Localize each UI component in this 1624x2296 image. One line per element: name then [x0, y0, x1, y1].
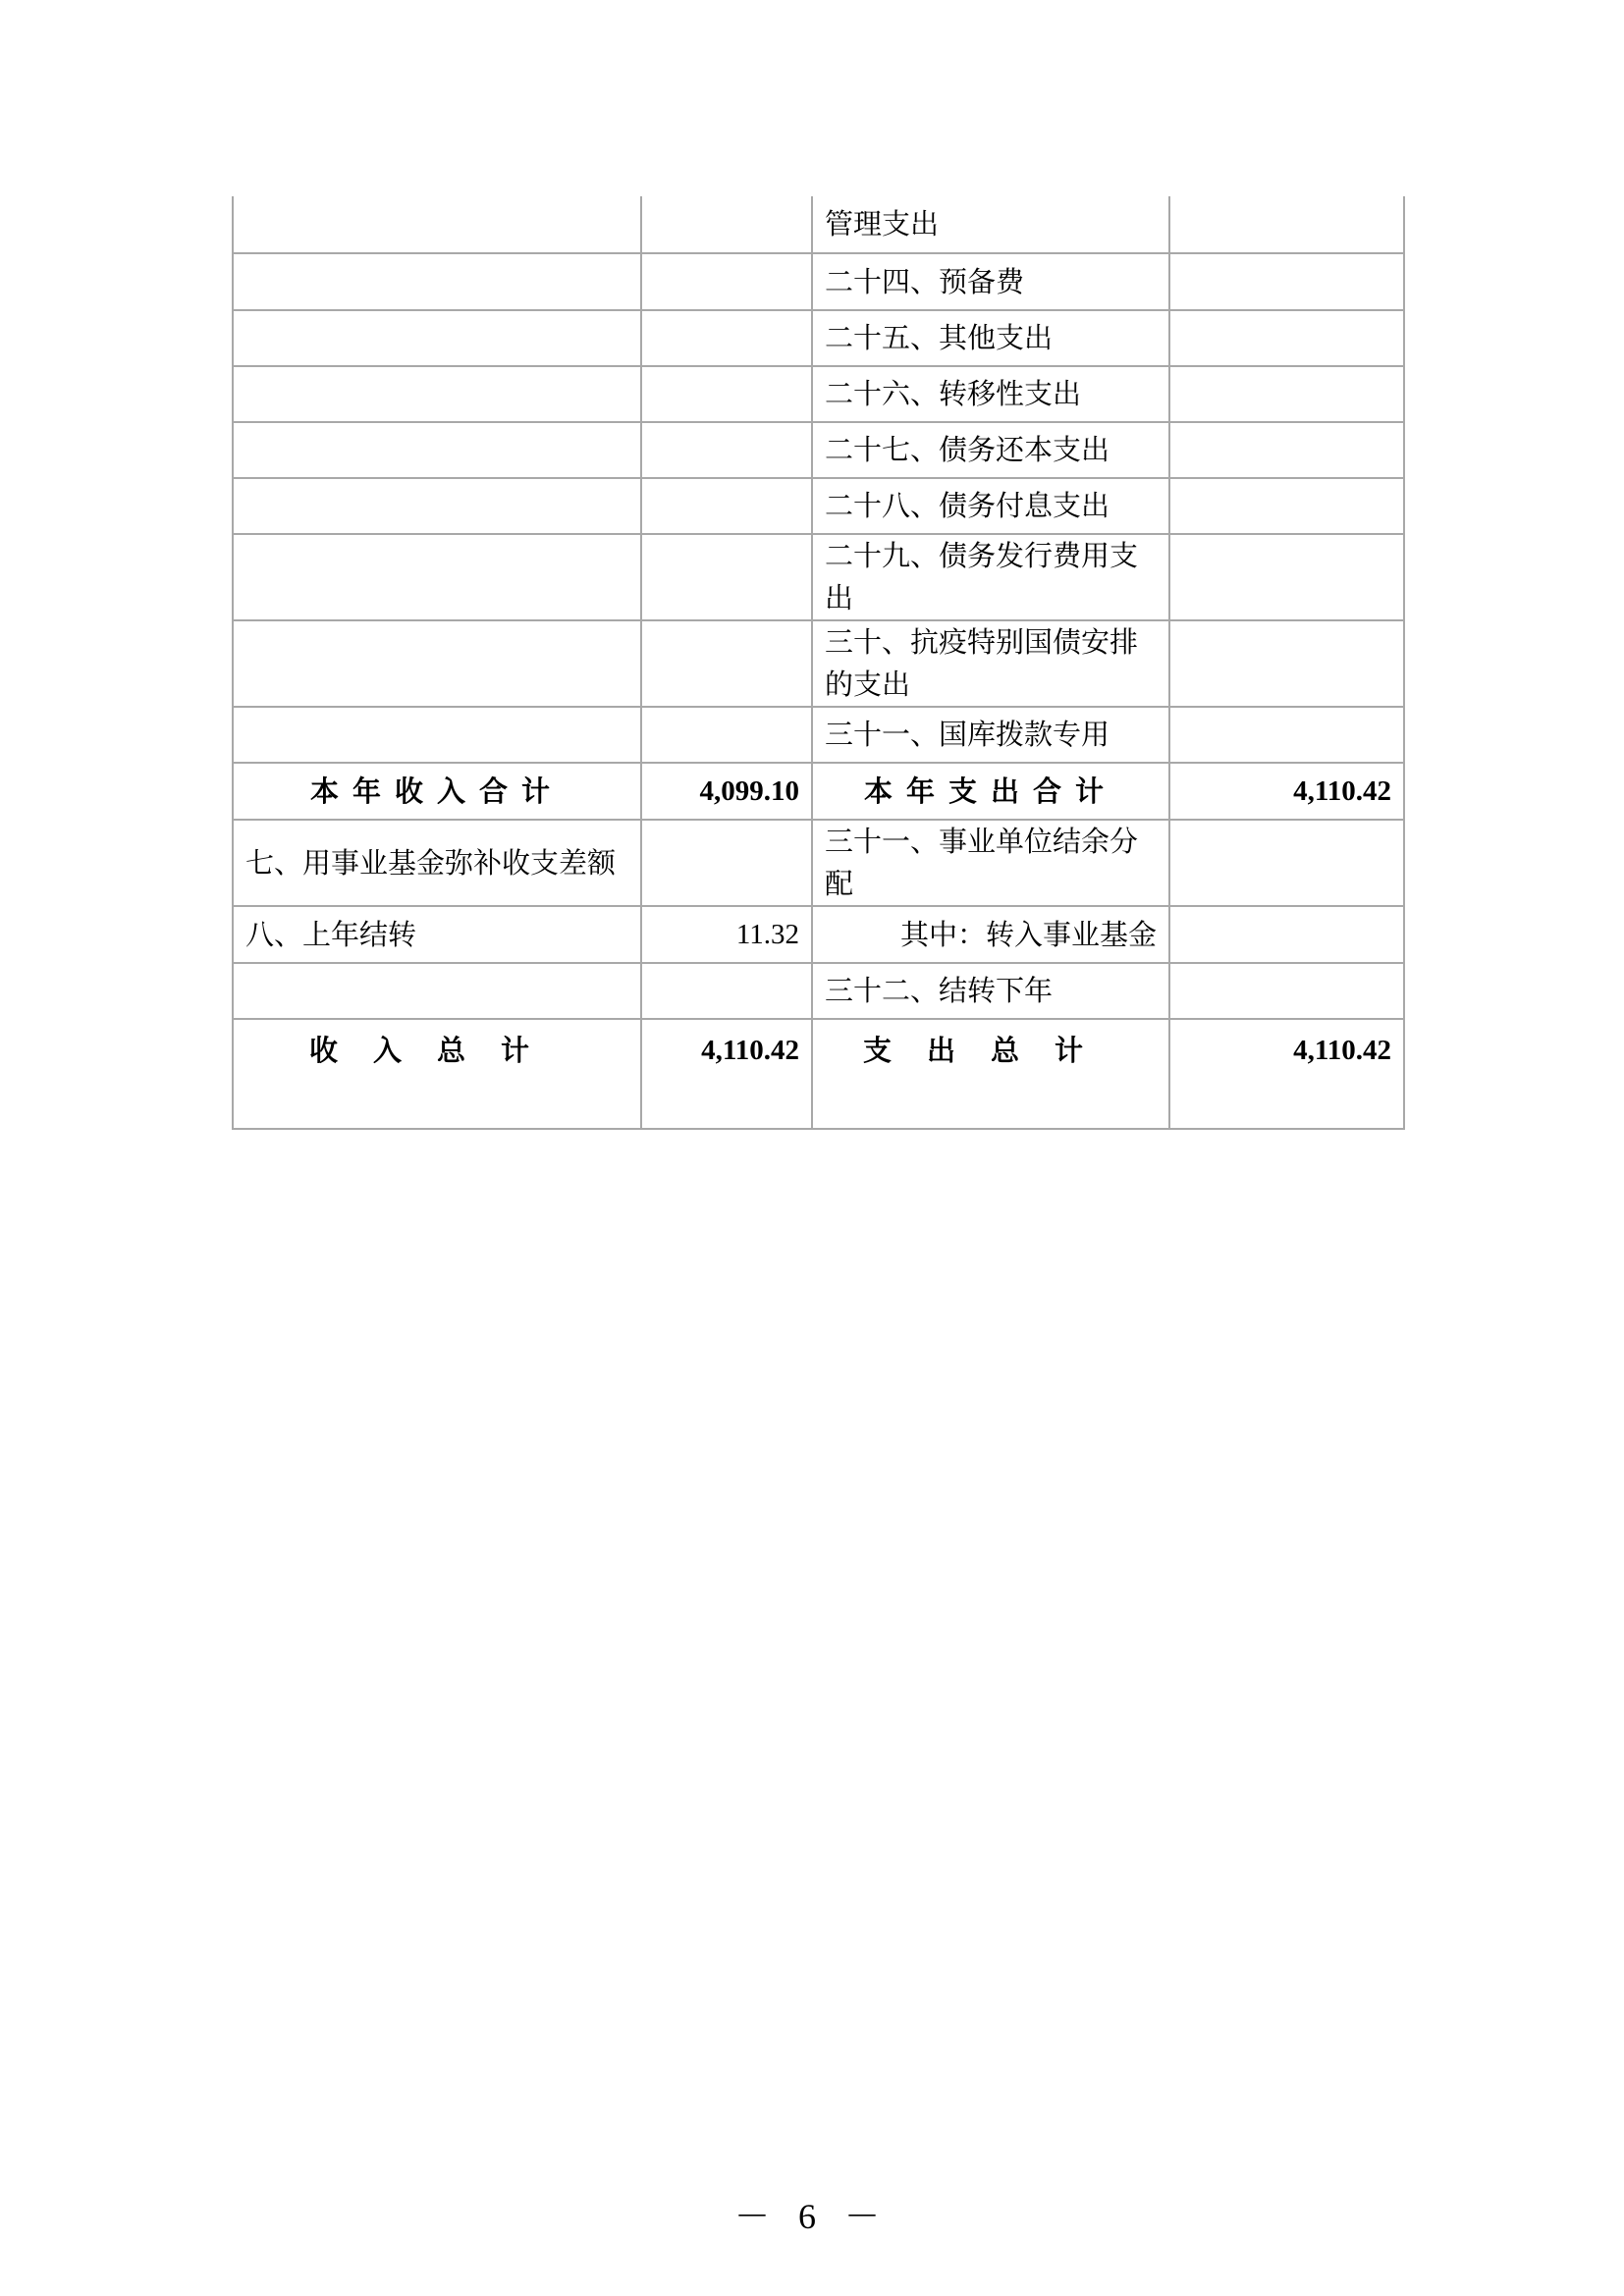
grand-total-row	[233, 1019, 1404, 1129]
expense-item-cell: 二十六、转移性支出	[812, 366, 1169, 422]
budget-table	[232, 196, 1405, 1130]
table-row	[233, 478, 1404, 534]
expense-item-cell: 三十一、事业单位结余分配	[812, 820, 1169, 906]
income-item-cell	[233, 310, 641, 366]
expense-amount-cell	[1169, 707, 1404, 763]
income-item-cell	[233, 963, 641, 1019]
grand-expense-total-label: 支出总计	[812, 1019, 1169, 1129]
income-item-cell	[233, 478, 641, 534]
expense-amount-cell	[1169, 366, 1404, 422]
annual-expense-total-label: 本年支出合计	[812, 763, 1169, 820]
expense-amount-cell	[1169, 963, 1404, 1019]
table-row	[233, 534, 1404, 620]
income-item-cell	[233, 707, 641, 763]
income-item-cell	[233, 620, 641, 707]
expense-item-cell: 三十二、结转下年	[812, 963, 1169, 1019]
expense-amount-cell	[1169, 534, 1404, 620]
table-row	[233, 310, 1404, 366]
income-amount-cell	[641, 478, 812, 534]
table-row	[233, 707, 1404, 763]
expense-item-cell: 二十七、债务还本支出	[812, 422, 1169, 478]
table-row	[233, 906, 1404, 963]
income-amount-cell	[641, 620, 812, 707]
expense-item-cell: 二十八、债务付息支出	[812, 478, 1169, 534]
income-amount-cell	[641, 196, 812, 253]
expense-item-cell: 二十五、其他支出	[812, 310, 1169, 366]
expense-amount-cell	[1169, 310, 1404, 366]
expense-amount-cell	[1169, 478, 1404, 534]
income-amount-cell: 11.32	[641, 906, 812, 963]
expense-item-cell: 管理支出	[812, 196, 1169, 253]
annual-income-total-label: 本年收入合计	[233, 763, 641, 820]
income-amount-cell	[641, 707, 812, 763]
grand-income-total-amount: 4,110.42	[641, 1019, 812, 1129]
table-row	[233, 366, 1404, 422]
table-row	[233, 620, 1404, 707]
table-row	[233, 196, 1404, 253]
expense-amount-cell	[1169, 422, 1404, 478]
expense-amount-cell	[1169, 820, 1404, 906]
page-number: － 6 －	[733, 2197, 890, 2236]
table-row	[233, 820, 1404, 906]
income-amount-cell	[641, 820, 812, 906]
grand-income-total-label: 收入总计	[233, 1019, 641, 1129]
expense-amount-cell	[1169, 620, 1404, 707]
table-row	[233, 253, 1404, 310]
annual-income-total-amount: 4,099.10	[641, 763, 812, 820]
expense-amount-cell	[1169, 253, 1404, 310]
expense-item-cell: 其中：转入事业基金	[812, 906, 1169, 963]
income-amount-cell	[641, 366, 812, 422]
income-item-cell: 八、上年结转	[233, 906, 641, 963]
income-item-cell	[233, 534, 641, 620]
expense-amount-cell	[1169, 196, 1404, 253]
income-item-cell: 七、用事业基金弥补收支差额	[233, 820, 641, 906]
income-item-cell	[233, 422, 641, 478]
expense-item-cell: 三十、抗疫特别国债安排的支出	[812, 620, 1169, 707]
annual-expense-total-amount: 4,110.42	[1169, 763, 1404, 820]
income-amount-cell	[641, 534, 812, 620]
income-item-cell	[233, 366, 641, 422]
expense-amount-cell	[1169, 906, 1404, 963]
income-amount-cell	[641, 963, 812, 1019]
income-amount-cell	[641, 422, 812, 478]
expense-item-cell: 二十四、预备费	[812, 253, 1169, 310]
grand-expense-total-amount: 4,110.42	[1169, 1019, 1404, 1129]
income-amount-cell	[641, 310, 812, 366]
income-amount-cell	[641, 253, 812, 310]
income-item-cell	[233, 196, 641, 253]
annual-total-row	[233, 763, 1404, 820]
table-row	[233, 422, 1404, 478]
expense-item-cell: 三十一、国库拨款专用	[812, 707, 1169, 763]
expense-item-cell: 二十九、债务发行费用支出	[812, 534, 1169, 620]
income-item-cell	[233, 253, 641, 310]
table-row	[233, 963, 1404, 1019]
